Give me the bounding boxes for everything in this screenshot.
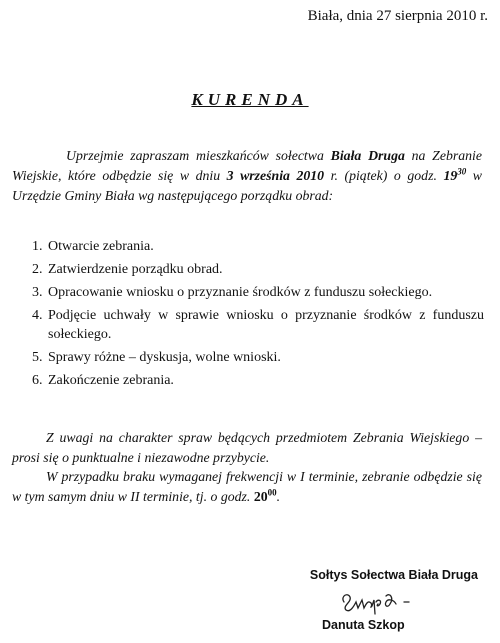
meeting-hour: 19 <box>443 168 458 183</box>
signatory-title: Sołtys Sołectwa Biała Druga <box>309 568 478 582</box>
second-term-text: W przypadku braku wymaganej frekwencji w I terminie, zebranie odbędzie się w tym samym dniu w II terminie, tj. o godz. <box>12 469 482 504</box>
agenda-item <box>32 371 484 390</box>
agenda-item-number: 2. <box>32 262 43 277</box>
village-name: Biała Druga <box>330 148 405 163</box>
second-term-hour: 20 <box>253 489 268 504</box>
agenda-item-number: 5. <box>32 350 43 365</box>
agenda-item-number: 1. <box>32 239 43 254</box>
agenda-item-text: Opracowanie wniosku o przyznanie środków z funduszu sołeckiego. <box>48 285 433 300</box>
handwritten-signature <box>338 586 418 616</box>
intro-text-1: Uprzejmie zapraszam mieszkańców sołectwa <box>66 148 331 163</box>
agenda-item <box>32 237 484 256</box>
intro-text-3: r. (piątek) o godz. <box>324 168 444 183</box>
agenda-item <box>32 260 484 279</box>
agenda-item-number: 3. <box>32 285 43 300</box>
agenda-item <box>32 306 484 344</box>
agenda-item-number: 6. <box>32 373 43 388</box>
document-title: KURENDA <box>191 90 309 109</box>
invitation-paragraph <box>12 146 482 206</box>
agenda-item-text: Sprawy różne – dyskusja, wolne wnioski. <box>48 350 281 365</box>
second-term-time <box>254 489 277 504</box>
signatory-name: Danuta Szkop <box>322 618 405 632</box>
agenda-item-text: Zatwierdzenie porządku obrad. <box>48 262 223 277</box>
agenda-list <box>32 237 484 394</box>
agenda-item-text: Otwarcie zebrania. <box>48 239 154 254</box>
second-term-minute: 00 <box>267 487 277 498</box>
intro-text-4: w Urzędzie Gminy Biała wg następującego porządku obrad: <box>12 168 482 203</box>
agenda-item-text: Podjęcie uchwały w sprawie wniosku o przyznanie środków z funduszu sołeckiego. <box>48 308 484 342</box>
meeting-date: 3 września 2010 <box>226 168 325 183</box>
punctuality-note: Z uwagi na charakter spraw będących przedmiotem Zebrania Wiejskiego – prosi się o punktualne i niezawodne przybycie. <box>12 430 482 465</box>
document-date: Biała, dnia 27 sierpnia 2010 r. <box>307 8 488 24</box>
agenda-item <box>32 348 484 367</box>
meeting-time <box>443 168 466 183</box>
agenda-item <box>32 283 484 302</box>
agenda-item-text: Zakończenie zebrania. <box>48 373 174 388</box>
agenda-item-number: 4. <box>32 308 43 323</box>
second-term-end: . <box>276 489 281 504</box>
second-term-note <box>12 467 482 507</box>
intro-text-2: na Zebranie Wiejskie, które odbędzie się w dniu <box>12 148 483 183</box>
meeting-minute: 30 <box>457 166 467 177</box>
